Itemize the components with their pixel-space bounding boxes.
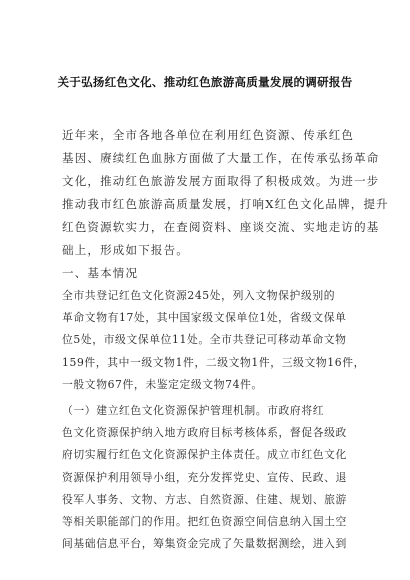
- paragraph-line: 位5处，市级文保单位11处。全市共登记可移动革命文物: [62, 333, 347, 347]
- paragraph-line: 资源保护利用领导小组，充分发挥党史、宣传、民政、退: [62, 470, 347, 484]
- paragraph-line: 全市共登记红色文化资源245处，列入文物保护级别的: [62, 289, 336, 302]
- report-body: [62, 124, 389, 555]
- paragraph-line: （一）建立红色文化资源保护管理机制。市政府将红: [62, 403, 325, 417]
- report-title: 关于弘扬红色文化、推动红色旅游高质量发展的调研报告: [57, 75, 353, 89]
- paragraph-line: 府切实履行红色文化资源保护主体责任。成立市红色文化: [62, 448, 347, 462]
- paragraph-line: 近年来，全市各地各单位在利用红色资源、传承红色: [62, 128, 355, 142]
- intro-paragraph: [62, 124, 389, 262]
- paragraph-line: 红色资源软实力，在查阅资料、座谈交流、实地走访的基: [62, 220, 380, 234]
- section-heading: 一、基本情况: [62, 266, 139, 280]
- paragraph-line: 础上，形成如下报告。: [62, 243, 189, 257]
- paragraph-line: 推动我市红色旅游高质量发展，打响X红色文化品牌，提升: [62, 197, 389, 211]
- paragraph-line: 役军人事务、文物、方志、自然资源、住建、规划、旅游: [62, 492, 347, 506]
- paragraph-line: 革命文物有17处，其中国家级文保单位1处，省级文保单: [62, 311, 347, 325]
- subsection-1-paragraph: [62, 400, 354, 555]
- paragraph-line: 基因、赓续红色血脉方面做了大量工作，在传承弘扬革命: [62, 151, 380, 165]
- paragraph-line: 间基础信息平台，筹集资金完成了矢量数据测绘，进入到: [62, 537, 347, 551]
- paragraph-line: 等相关职能部门的作用。把红色资源空间信息纳入国土空: [62, 514, 347, 528]
- paragraph-line: 一般文物67件，未鉴定定级文物74件。: [62, 377, 263, 391]
- paragraph-line: 文化，推动红色旅游发展方面取得了积极成效。为进一步: [62, 174, 380, 188]
- paragraph-line: 色文化资源保护纳入地方政府目标考核体系，督促各级政: [62, 426, 347, 440]
- basic-info-paragraph: [62, 285, 366, 396]
- paragraph-line: 159件，其中一级文物1件，二级文物1件，三级文物16件，: [62, 355, 366, 369]
